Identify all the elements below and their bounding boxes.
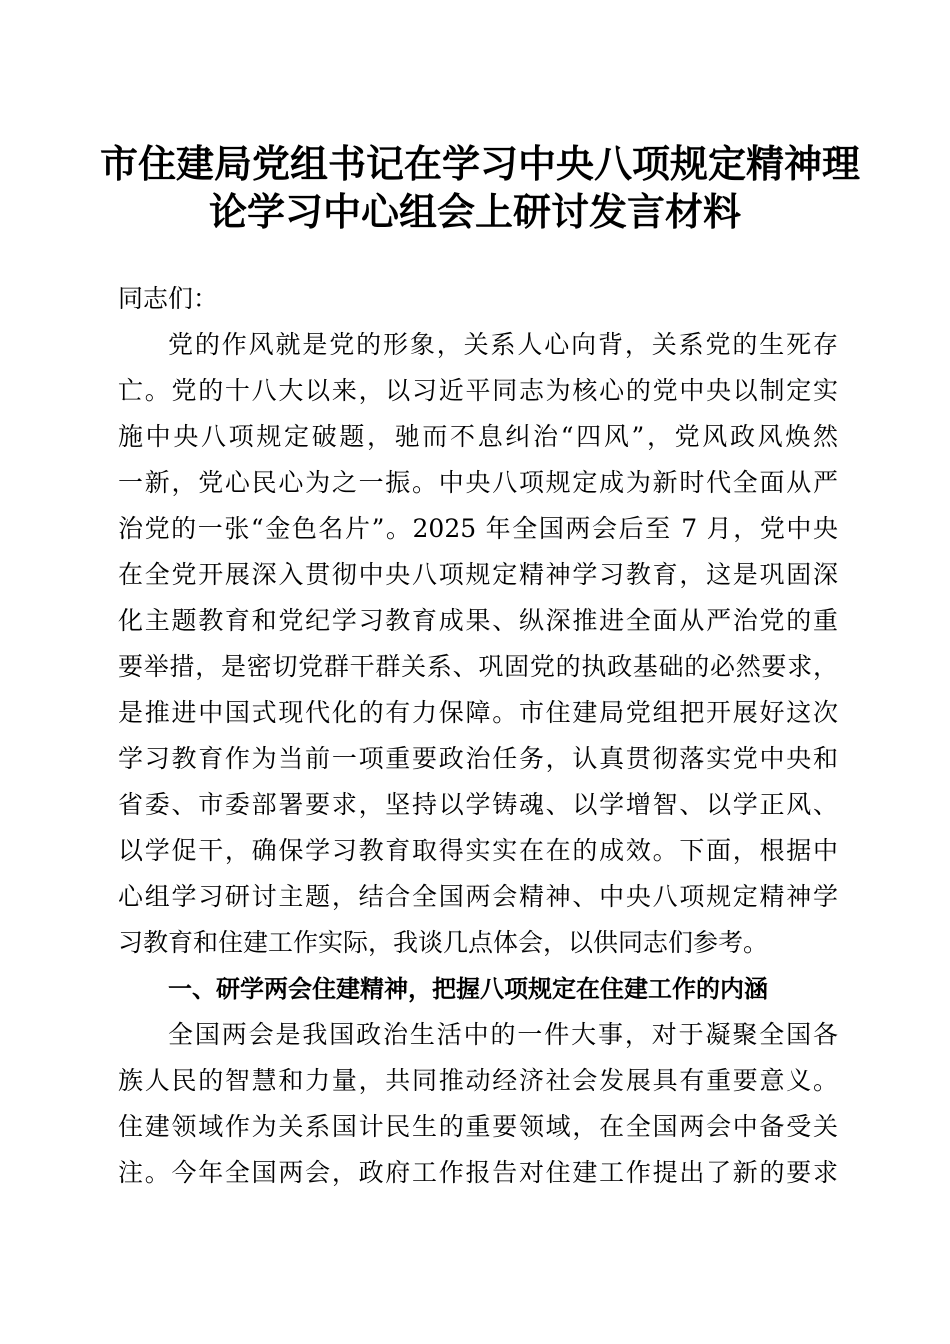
section-heading-1: 一、研学两会住建精神，把握八项规定在住建工作的内涵 (168, 975, 768, 1003)
section-heading-1-wrap (118, 966, 838, 1012)
paragraph-line: 一新，党心民心为之一振。中央八项规定成为新时代全面从严 (118, 468, 838, 497)
greeting: 同志们： (118, 284, 219, 313)
paragraph-1 (118, 322, 838, 966)
paragraph-line: 治党的一张“金色名片”。2025 年全国两会后至 7 月，党中央 (118, 514, 838, 543)
paragraph-2 (118, 1012, 838, 1196)
paragraph-line: 族人民的智慧和力量，共同推动经济社会发展具有重要意义。 (118, 1066, 838, 1095)
paragraph-line: 全国两会是我国政治生活中的一件大事，对于凝聚全国各 (168, 1020, 838, 1049)
paragraph-line: 是推进中国式现代化的有力保障。市住建局党组把开展好这次 (118, 698, 838, 727)
paragraph-line: 住建领域作为关系国计民生的重要领域，在全国两会中备受关 (118, 1112, 838, 1141)
paragraph-line: 施中央八项规定破题，驰而不息纠治“四风”，党风政风焕然 (118, 422, 838, 451)
paragraph-line: 习教育和住建工作实际，我谈几点体会，以供同志们参考。 (118, 928, 769, 957)
paragraph-line: 注。今年全国两会，政府工作报告对住建工作提出了新的要求 (118, 1158, 838, 1187)
document-title-line-2: 论学习中心组会上研讨发言材料 (208, 189, 741, 234)
paragraph-line: 心组学习研讨主题，结合全国两会精神、中央八项规定精神学 (118, 882, 838, 911)
paragraph-line: 在全党开展深入贯彻中央八项规定精神学习教育，这是巩固深 (118, 560, 838, 589)
paragraph-line: 省委、市委部署要求，坚持以学铸魂、以学增智、以学正风、 (118, 790, 838, 819)
paragraph-line: 化主题教育和党纪学习教育成果、纵深推进全面从严治党的重 (118, 606, 838, 635)
paragraph-line: 党的作风就是党的形象，关系人心向背，关系党的生死存 (168, 330, 838, 359)
paragraph-line: 亡。党的十八大以来，以习近平同志为核心的党中央以制定实 (118, 376, 838, 405)
document-title-line-1: 市住建局党组书记在学习中央八项规定精神理 (100, 141, 861, 186)
paragraph-line: 学习教育作为当前一项重要政治任务，认真贯彻落实党中央和 (118, 744, 838, 773)
paragraph-line: 以学促干，确保学习教育取得实实在在的成效。下面，根据中 (118, 836, 838, 865)
paragraph-line: 要举措，是密切党群干群关系、巩固党的执政基础的必然要求， (118, 652, 838, 681)
